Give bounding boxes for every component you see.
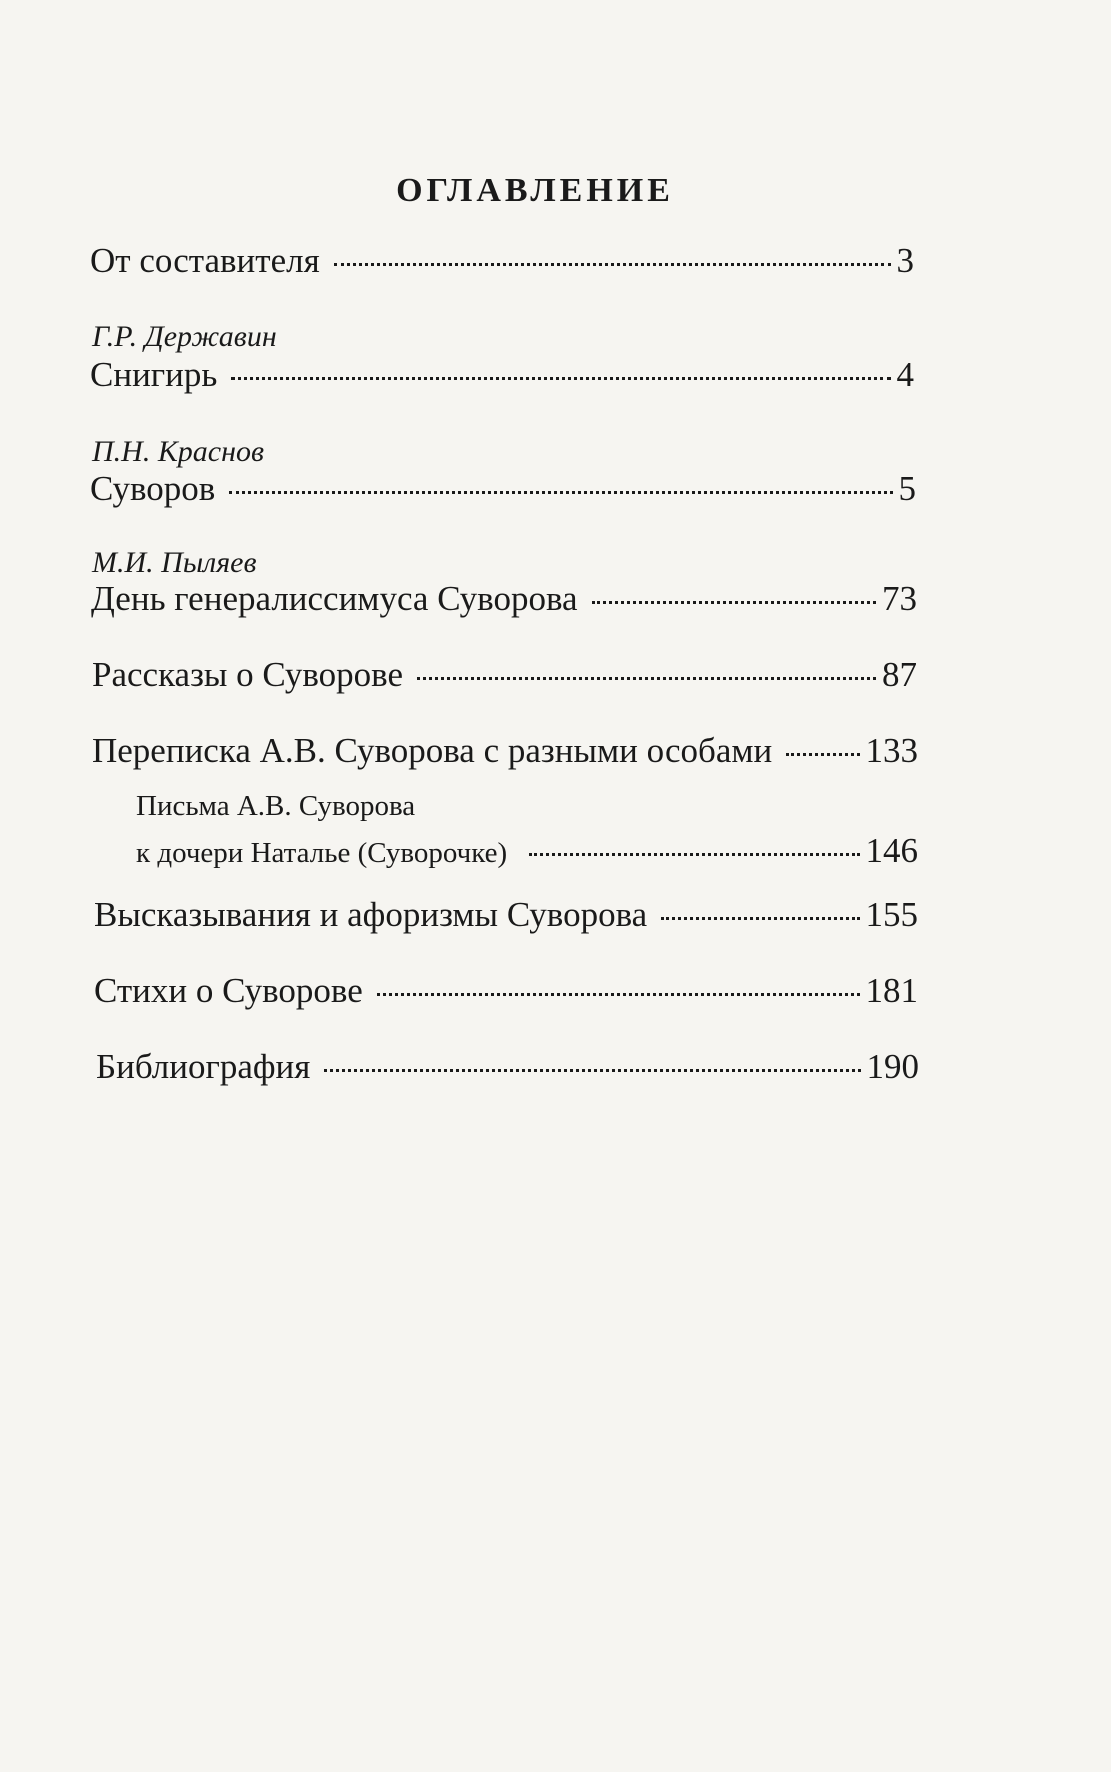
dot-leader xyxy=(377,993,860,996)
page-title: ОГЛАВЛЕНИЕ xyxy=(396,172,674,209)
toc-entry xyxy=(90,243,914,278)
toc-entry-label: Переписка А.В. Суворова с разными особами xyxy=(92,731,773,770)
toc-sub-entry xyxy=(136,790,918,871)
toc-entry-author: Г.Р. Державин xyxy=(92,320,277,353)
toc-entry-label: Суворов xyxy=(90,469,216,508)
toc-entry-page: 87 xyxy=(882,655,917,694)
dot-leader xyxy=(417,677,876,680)
toc-entry-page: 133 xyxy=(865,731,918,770)
dot-leader xyxy=(334,263,891,266)
toc-entry-page: 5 xyxy=(898,469,916,508)
dot-leader xyxy=(592,601,876,604)
dot-leader xyxy=(661,917,859,920)
toc-entry-page: 3 xyxy=(896,241,914,280)
toc-entry-page: 4 xyxy=(896,355,914,394)
toc-entry-label: От составителя xyxy=(90,241,320,280)
toc-entry-author: М.И. Пыляев xyxy=(92,546,257,579)
toc-entry-label: к дочери Наталье (Суворочке) xyxy=(136,837,508,869)
toc-entry-page: 155 xyxy=(865,895,918,934)
toc-entry xyxy=(96,1049,919,1084)
dot-leader xyxy=(229,491,892,494)
toc-entry xyxy=(92,733,918,768)
toc-entry-label: Стихи о Суворове xyxy=(94,971,363,1010)
toc-entry-page: 181 xyxy=(865,971,918,1010)
dot-leader xyxy=(231,377,890,380)
toc-entry-author: П.Н. Краснов xyxy=(92,435,264,468)
toc-entry-label: Письма А.В. Суворова xyxy=(136,790,416,822)
dot-leader xyxy=(324,1069,860,1072)
toc-entry xyxy=(91,581,917,616)
dot-leader xyxy=(786,753,859,756)
toc-entry-label: Библиография xyxy=(96,1047,311,1086)
toc-entry-label: Высказывания и афоризмы Суворова xyxy=(94,895,648,934)
toc-entry xyxy=(94,973,918,1008)
toc-entry-label: Снигирь xyxy=(90,355,218,394)
toc-entry-label: Рассказы о Суворове xyxy=(92,655,404,694)
toc-entry-page: 146 xyxy=(865,831,918,870)
toc-entry xyxy=(94,897,918,932)
toc-entry xyxy=(90,357,914,392)
toc-entry-label: День генералиссимуса Суворова xyxy=(91,579,578,618)
toc-entry xyxy=(92,657,917,692)
toc-entry-page: 73 xyxy=(882,579,917,618)
toc-entry xyxy=(90,471,916,506)
toc-entry-page: 190 xyxy=(866,1047,919,1086)
dot-leader xyxy=(529,853,859,856)
